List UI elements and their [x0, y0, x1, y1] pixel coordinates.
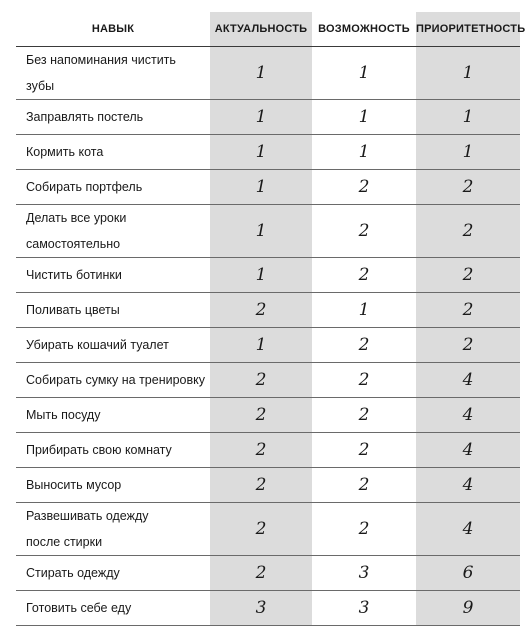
table-row — [16, 205, 520, 258]
cell-skill — [16, 363, 210, 398]
cell-skill — [16, 100, 210, 135]
cell-skill — [16, 170, 210, 205]
cell-skill — [16, 47, 210, 100]
cell-possibility: 2 — [312, 328, 416, 363]
cell-relevance: 2 — [210, 556, 312, 591]
cell-skill — [16, 433, 210, 468]
header-skill: НАВЫК — [16, 12, 210, 47]
skill-text-line: Выносить мусор — [26, 478, 122, 492]
cell-skill — [16, 328, 210, 363]
cell-priority: 2 — [416, 293, 520, 328]
cell-possibility: 2 — [312, 468, 416, 503]
cell-priority: 4 — [416, 363, 520, 398]
table-row — [16, 47, 520, 100]
cell-priority: 4 — [416, 433, 520, 468]
table-row — [16, 591, 520, 626]
cell-possibility: 1 — [312, 100, 416, 135]
cell-priority: 1 — [416, 100, 520, 135]
skill-text-line: Без напоминания чистить зубы — [26, 53, 176, 93]
skills-priority-table — [16, 12, 526, 626]
cell-relevance: 2 — [210, 433, 312, 468]
skill-text-line: Развешивать одежду — [26, 509, 149, 523]
table-row — [16, 503, 520, 556]
cell-skill — [16, 591, 210, 626]
cell-possibility: 3 — [312, 556, 416, 591]
skill-text-line: Заправлять постель — [26, 110, 144, 124]
cell-priority: 2 — [416, 170, 520, 205]
cell-priority: 2 — [416, 258, 520, 293]
cell-possibility: 2 — [312, 205, 416, 258]
table-row — [16, 398, 520, 433]
cell-relevance: 1 — [210, 100, 312, 135]
header-possibility: ВОЗМОЖНОСТЬ — [312, 12, 416, 47]
table-body — [16, 47, 520, 626]
cell-possibility: 2 — [312, 433, 416, 468]
skill-text-line: Убирать кошачий туалет — [26, 338, 169, 352]
table-row — [16, 433, 520, 468]
cell-relevance: 1 — [210, 170, 312, 205]
cell-skill — [16, 503, 210, 556]
cell-relevance: 2 — [210, 503, 312, 556]
cell-skill — [16, 258, 210, 293]
cell-relevance: 1 — [210, 47, 312, 100]
cell-possibility: 1 — [312, 135, 416, 170]
cell-relevance: 1 — [210, 205, 312, 258]
cell-possibility: 2 — [312, 503, 416, 556]
table-row — [16, 328, 520, 363]
cell-skill — [16, 468, 210, 503]
skill-text-line: Готовить себе еду — [26, 601, 132, 615]
table-row — [16, 363, 520, 398]
cell-skill — [16, 398, 210, 433]
cell-skill — [16, 293, 210, 328]
header-row — [16, 12, 520, 47]
cell-possibility: 2 — [312, 258, 416, 293]
cell-relevance: 1 — [210, 258, 312, 293]
cell-relevance: 1 — [210, 135, 312, 170]
table-header — [16, 12, 526, 47]
cell-relevance: 2 — [210, 363, 312, 398]
table-row — [16, 258, 520, 293]
header-relevance: АКТУАЛЬНОСТЬ — [210, 12, 312, 47]
cell-skill — [16, 135, 210, 170]
cell-relevance: 2 — [210, 293, 312, 328]
skill-text-line: Стирать одежду — [26, 566, 120, 580]
skill-text-line: Собирать сумку на тренировку — [26, 373, 205, 387]
cell-relevance: 3 — [210, 591, 312, 626]
skill-text-line: Собирать портфель — [26, 180, 143, 194]
skill-text-line: после стирки — [26, 535, 103, 549]
table-row — [16, 100, 520, 135]
skill-text-line: Чистить ботинки — [26, 268, 122, 282]
cell-priority: 2 — [416, 205, 520, 258]
cell-relevance: 2 — [210, 468, 312, 503]
cell-possibility: 1 — [312, 47, 416, 100]
table-row — [16, 556, 520, 591]
skill-text-line: Делать все уроки самостоятельно — [26, 211, 127, 251]
table-row — [16, 170, 520, 205]
skill-text-line: Кормить кота — [26, 145, 104, 159]
skill-text-line: Мыть посуду — [26, 408, 101, 422]
table-row — [16, 468, 520, 503]
cell-possibility: 2 — [312, 363, 416, 398]
cell-priority: 6 — [416, 556, 520, 591]
cell-relevance: 1 — [210, 328, 312, 363]
cell-possibility: 3 — [312, 591, 416, 626]
cell-priority: 1 — [416, 135, 520, 170]
cell-skill — [16, 556, 210, 591]
header-priority: ПРИОРИТЕТНОСТЬ — [416, 12, 520, 47]
cell-priority: 4 — [416, 398, 520, 433]
cell-possibility: 2 — [312, 398, 416, 433]
skill-text-line: Поливать цветы — [26, 303, 120, 317]
table-row — [16, 293, 520, 328]
table-row — [16, 135, 520, 170]
cell-priority: 4 — [416, 503, 520, 556]
cell-possibility: 1 — [312, 293, 416, 328]
cell-priority: 1 — [416, 47, 520, 100]
skill-text-line: Прибирать свою комнату — [26, 443, 172, 457]
cell-relevance: 2 — [210, 398, 312, 433]
cell-possibility: 2 — [312, 170, 416, 205]
cell-skill — [16, 205, 210, 258]
cell-priority: 9 — [416, 591, 520, 626]
cell-priority: 4 — [416, 468, 520, 503]
cell-priority: 2 — [416, 328, 520, 363]
